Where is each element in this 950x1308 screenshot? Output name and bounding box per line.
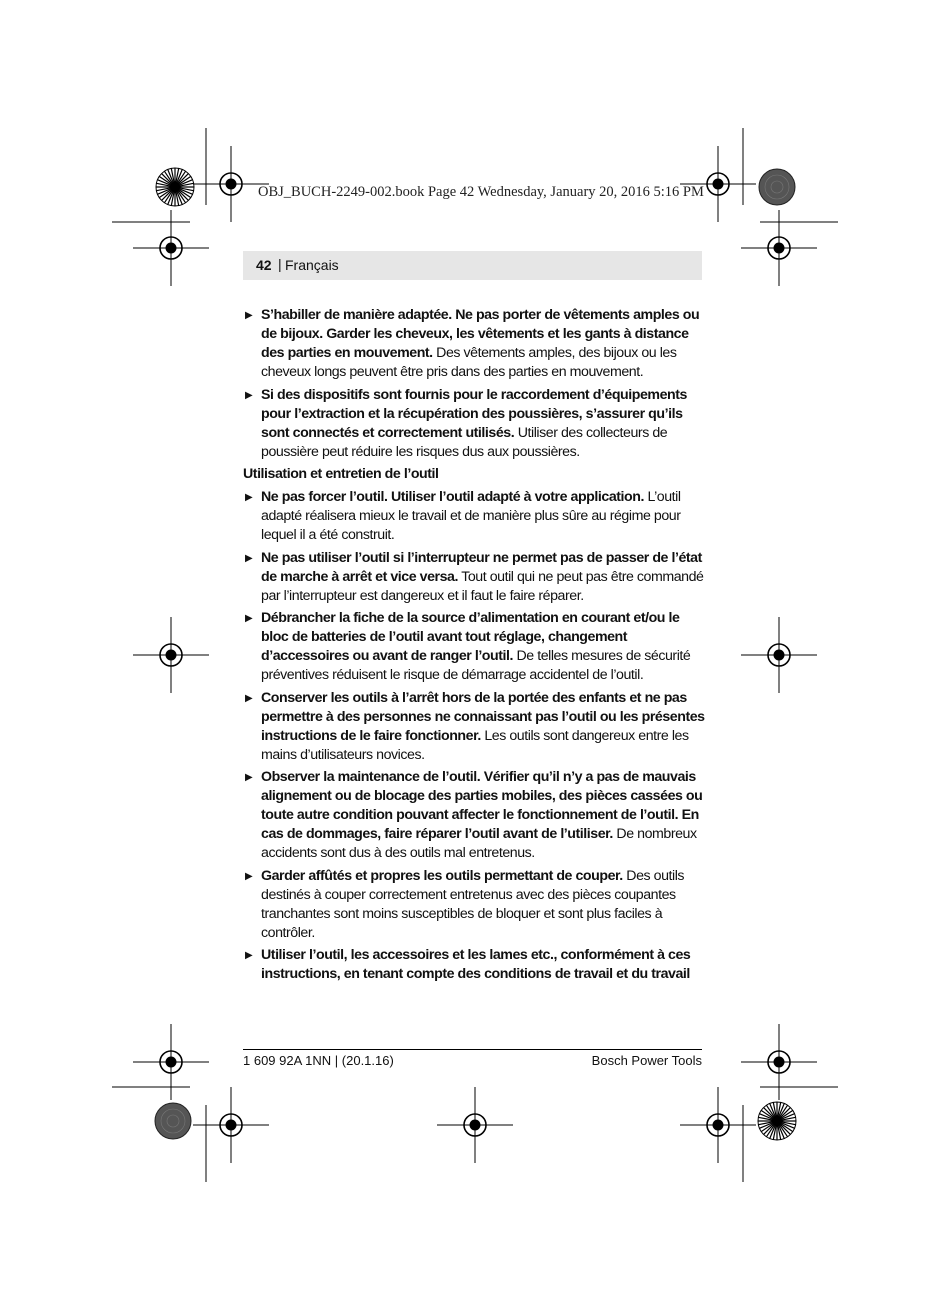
item-text: Des outils destinés à couper correctement entretenus avec des pièces coupantes tranchantes sont moins susceptibles de bloquer et sont plus faciles à contrôler.	[261, 867, 685, 941]
item-text: L’outil adapté réalisera mieux le travail et de manière plus sûre au régime pour lequel il a été construit.	[261, 489, 681, 543]
bullet-arrow-icon: ▶	[245, 613, 253, 624]
crosshair-mark-left-top	[133, 210, 209, 286]
list-item	[243, 488, 705, 545]
item-bold-text: Débrancher la fiche de la source d’alimentation en courant et/ou le bloc de batteries de l’outil avant tout réglage, changement d’accessoires ou avant de ranger l’outil.	[261, 610, 680, 664]
footer-divider	[243, 1049, 702, 1050]
page-content	[243, 306, 705, 988]
item-bold-text: Observer la maintenance de l’outil. Vérifier qu’il n’y a pas de mauvais alignement ou de blocage des parties mobiles, des pièces cassées ou toute autre condition pouvant affecter le fonctionnement de l’outil. En cas de dommages, faire réparer l’outil avant de l’utiliser.	[261, 769, 703, 842]
bullet-arrow-icon: ▶	[245, 389, 253, 401]
list-item	[243, 867, 705, 943]
list-item	[243, 306, 705, 382]
bullet-arrow-icon: ▶	[245, 870, 253, 882]
item-bold-text: Ne pas utiliser l’outil si l’interrupteur ne permet pas de passer de l’état de marche à arrêt et vice versa.	[261, 549, 702, 585]
list-item	[243, 386, 705, 462]
bullet-arrow-icon: ▶	[245, 772, 253, 783]
print-slug-line: OBJ_BUCH-2249-002.book Page 42 Wednesday, January 20, 2016 5:16 PM	[258, 184, 704, 200]
bullet-arrow-icon: ▶	[245, 692, 253, 704]
list-item	[243, 689, 705, 765]
gray-disc-mark-bottom-left	[155, 1103, 191, 1139]
item-text: Des vêtements amples, des bijoux ou les cheveux longs peuvent être pris dans des parties en mouvement.	[261, 345, 677, 380]
section-heading: Utilisation et entretien de l’outil	[243, 466, 439, 482]
footer-brand: Bosch Power Tools	[591, 1053, 702, 1068]
header-separator: |	[278, 256, 282, 272]
bullet-arrow-icon: ▶	[245, 950, 253, 961]
sunburst-mark-bottom-right	[758, 1102, 796, 1140]
language-label: Français	[285, 257, 339, 273]
bullet-arrow-icon: ▶	[245, 492, 253, 503]
item-bold-text: Garder affûtés et propres les outils permettant de couper.	[261, 867, 623, 884]
item-bold-text: Ne pas forcer l’outil. Utiliser l’outil adapté à votre application.	[261, 489, 644, 505]
item-bold-text: S’habiller de manière adaptée. Ne pas porter de vêtements amples ou de bijoux. Garder les cheveux, les vêtements et les gants à distance des parties en mouvement.	[261, 307, 700, 361]
page-number: 42	[256, 257, 272, 273]
list-item	[243, 549, 705, 606]
crosshair-mark-left-mid	[133, 617, 209, 693]
footer-doc-id: 1 609 92A 1NN | (20.1.16)	[243, 1053, 394, 1068]
bullet-arrow-icon: ▶	[245, 552, 253, 564]
page-header-bar	[243, 251, 702, 280]
item-bold-text: Si des dispositifs sont fournis pour le raccordement d’équipements pour l’extraction et la récupération des poussières, s’assurer qu’ils sont connectés et correctement utilisés.	[261, 386, 687, 441]
list-item	[243, 768, 705, 863]
list-item	[243, 946, 705, 984]
item-bold-text: Utiliser l’outil, les accessoires et les lames etc., conformément à ces instructions, en tenant compte des conditions de travail et du travail	[261, 947, 691, 982]
list-item	[243, 609, 705, 685]
item-text: De nombreux accidents sont dus à des outils mal entretenus.	[261, 826, 697, 861]
item-bold-text: Conserver les outils à l’arrêt hors de la portée des enfants et ne pas permettre à des personnes ne connaissant pas l’outil ou les présentes instructions de le faire fonctionner.	[261, 689, 705, 744]
sunburst-mark-top-left	[156, 168, 194, 206]
item-text: Utiliser des collecteurs de poussière peut réduire les risques dus aux poussières.	[261, 424, 668, 460]
crosshair-mark-right-mid	[741, 617, 817, 693]
bullet-arrow-icon: ▶	[245, 310, 253, 321]
item-text: Les outils sont dangereux entre les mains d’utilisateurs novices.	[261, 727, 689, 763]
crosshair-mark-bottom-1	[193, 1087, 269, 1163]
crosshair-mark-right-top	[741, 210, 817, 286]
gray-disc-mark-top-right	[759, 169, 795, 205]
item-text: Tout outil qui ne peut pas être commandé par l’interrupteur est dangereux et il faut le faire réparer.	[261, 568, 704, 604]
crosshair-mark-left-bottom	[133, 1024, 209, 1100]
item-text: De telles mesures de sécurité préventives réduisent le risque de démarrage accidentel de l’outil.	[261, 648, 691, 683]
crosshair-mark-bottom-center	[437, 1087, 513, 1163]
crosshair-mark-right-bottom	[741, 1024, 817, 1100]
crosshair-mark-bottom-2	[680, 1087, 756, 1163]
